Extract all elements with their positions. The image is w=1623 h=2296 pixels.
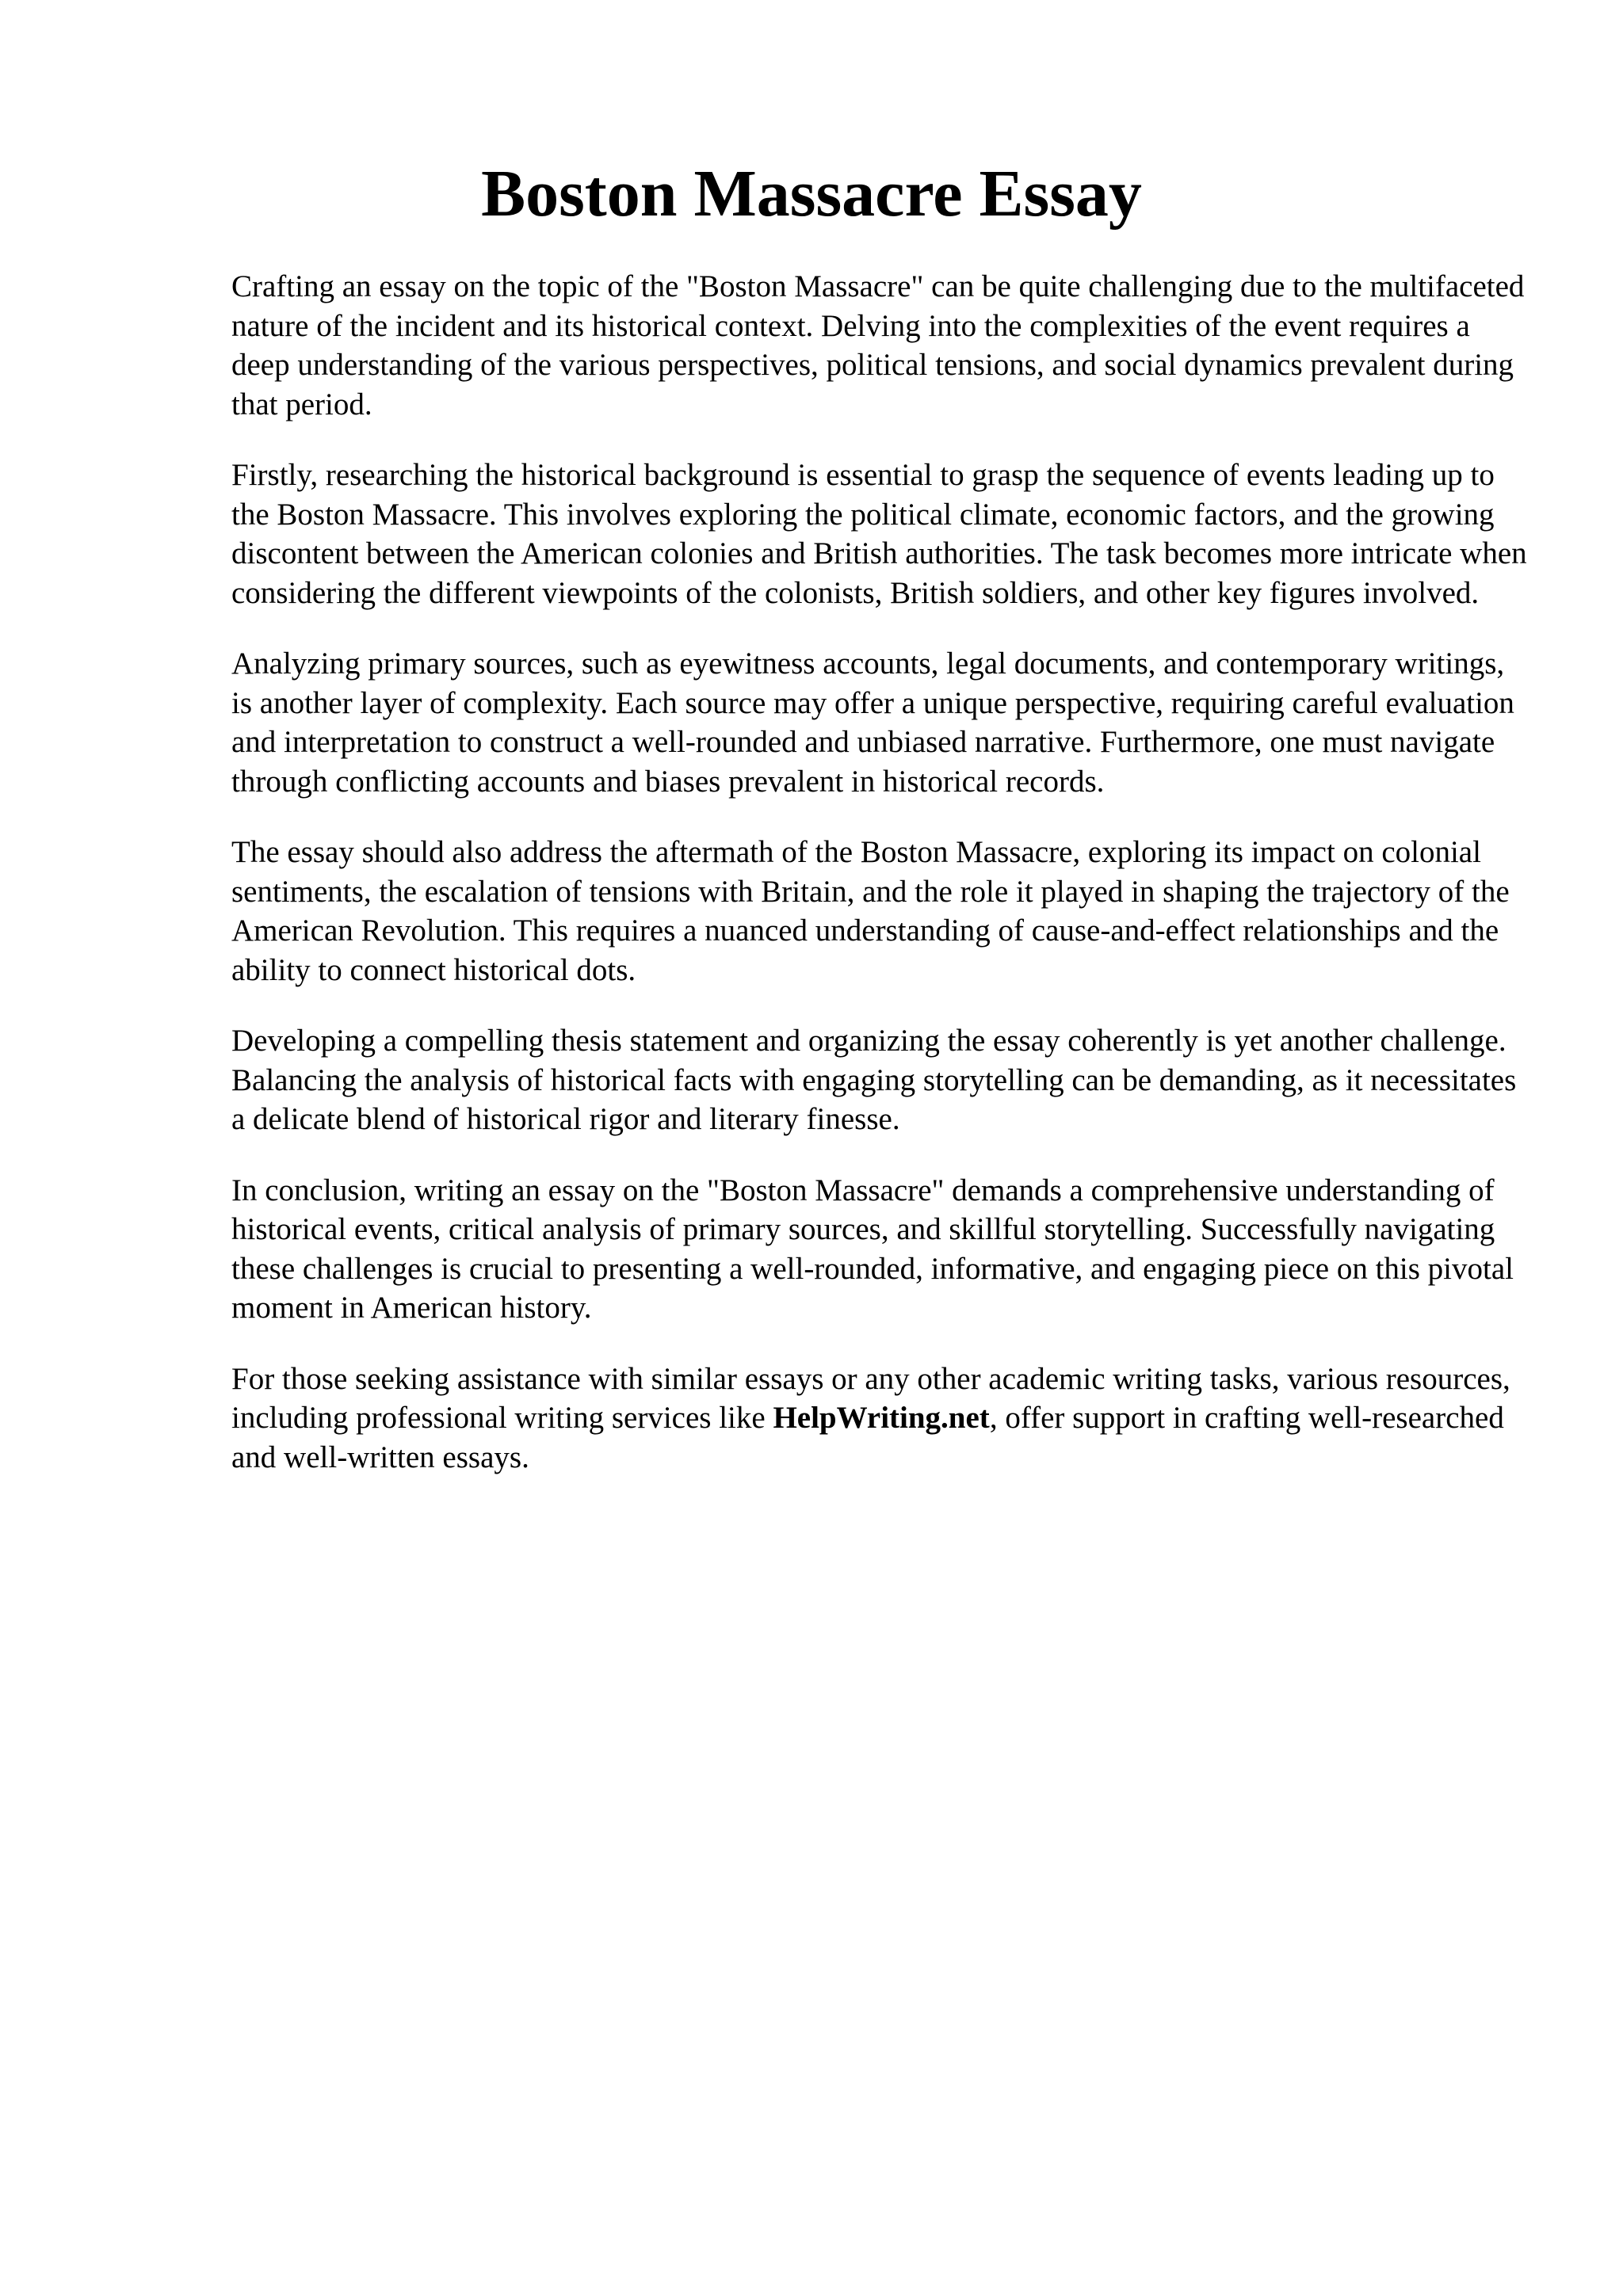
- closing-text-after: , offer support in crafting well-researched and well-written essays.: [231, 1401, 1504, 1474]
- paragraph-conclusion: In conclusion, writing an essay on the "Boston Massacre" demands a comprehensive understanding of historical events, critical analysis of primary sources, and skillful storytelling. Successfully navigating these challenges is crucial to presenting a well-rounded, informative, and engaging piece on this pivotal moment in American history.: [231, 1173, 1514, 1325]
- paragraph-closing: [231, 1360, 1531, 1478]
- paragraph-aftermath: The essay should also address the aftermath of the Boston Massacre, exploring its impact on colonial sentiments, the escalation of tensions with Britain, and the role it played in shaping the trajectory of the American Revolution. This requires a nuanced understanding of cause-and-effect relationships and the ability to connect historical dots.: [231, 835, 1510, 987]
- paragraph-intro: Crafting an essay on the topic of the "Boston Massacre" can be quite challenging due to the multifaceted nature of the incident and its historical context. Delving into the complexities of the event requires a deep understanding of the various perspectives, political tensions, and social dynamics prevalent during that period.: [231, 269, 1525, 421]
- paragraph-primary-sources: Analyzing primary sources, such as eyewitness accounts, legal documents, and contemporary writings, is another layer of complexity. Each source may offer a unique perspective, requiring careful evaluation and interpretation to construct a well-rounded and unbiased narrative. Furthermore, one must navigate through conflicting accounts and biases prevalent in historical records.: [231, 646, 1514, 799]
- closing-text-before: For those seeking assistance with similar essays or any other academic writing tasks, various resources, including professional writing services like: [231, 1361, 1510, 1435]
- paragraph-thesis: Developing a compelling thesis statement and organizing the essay coherently is yet another challenge. Balancing the analysis of historical facts with engaging storytelling can be demanding, as it necessitates a delicate blend of historical rigor and literary finesse.: [231, 1024, 1517, 1136]
- helpwriting-link[interactable]: HelpWriting.net: [773, 1401, 990, 1435]
- document-body: [231, 267, 1531, 1508]
- document-title: Boston Massacre Essay: [481, 157, 1142, 231]
- paragraph-background: Firstly, researching the historical background is essential to grasp the sequence of events leading up to the Boston Massacre. This involves exploring the political climate, economic factors, and the growing discontent between the American colonies and British authorities. The task becomes more intricate when considering the different viewpoints of the colonists, British soldiers, and other key figures involved.: [231, 458, 1527, 610]
